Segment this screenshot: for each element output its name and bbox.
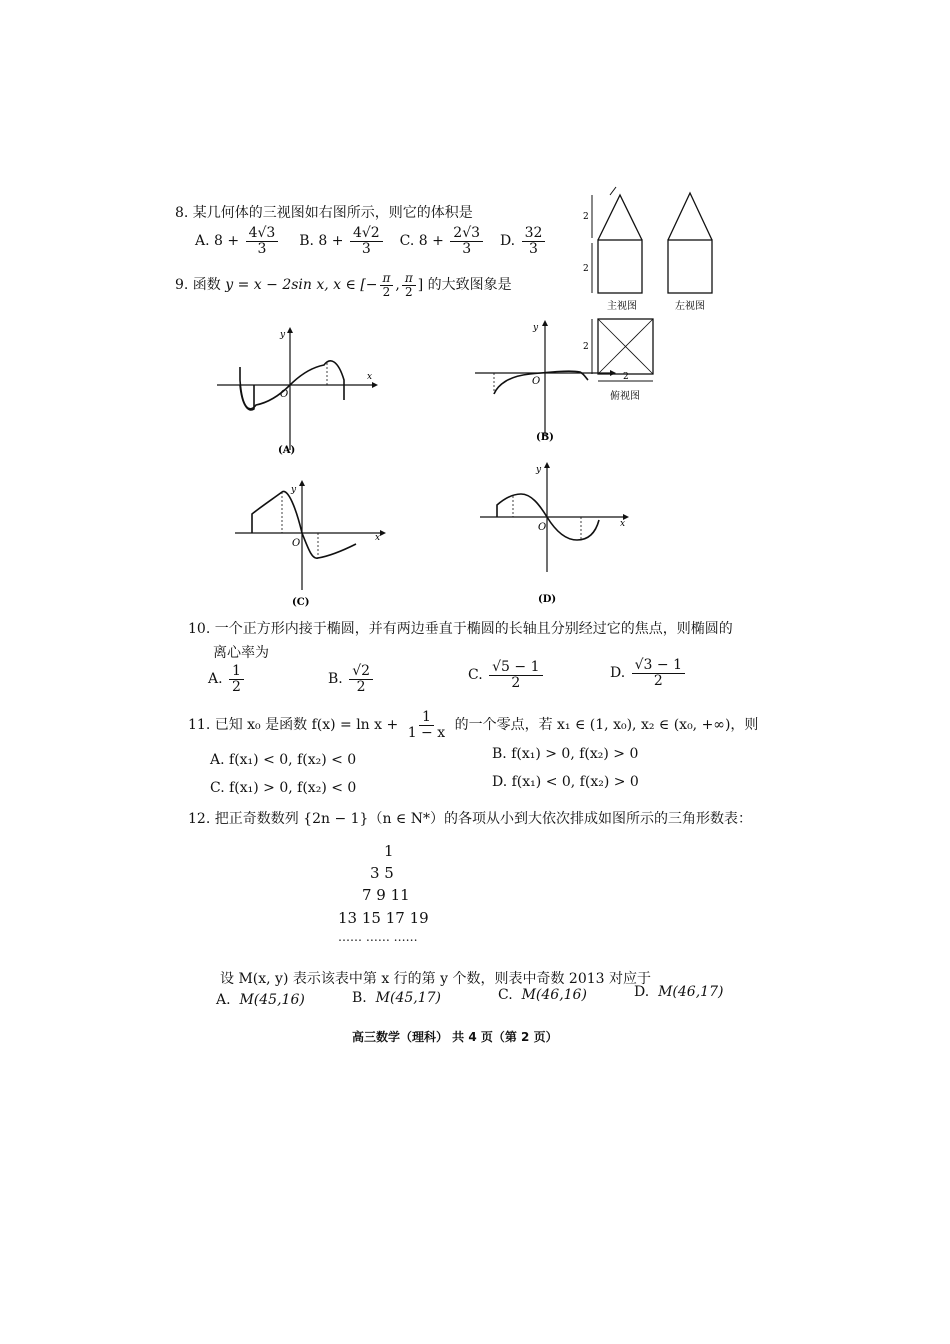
dim-top-side: 2 [583, 342, 589, 352]
graph-c[interactable] [230, 478, 390, 613]
y-axis-arrow-icon [299, 480, 305, 486]
side-view [668, 193, 712, 293]
side-view-label: 左视图 [675, 301, 705, 312]
q10-option-b[interactable]: B. $\frac{√2}{2}$ [328, 664, 375, 694]
q12-option-b[interactable]: B. M(45,17) [352, 990, 441, 1006]
axis-x-label: x [620, 519, 626, 529]
axis-y-label: y [536, 465, 542, 475]
triangle-row-2: 3 5 [370, 864, 394, 882]
origin-label: O [532, 376, 541, 387]
q8-option-d[interactable]: D. $\frac{32}{3}$ [500, 233, 547, 249]
triangle-row-1: 1 [384, 842, 394, 860]
curve-c [252, 491, 356, 558]
page-footer: 高三数学（理科） 共 4 页（第 2 页） [352, 1030, 558, 1044]
triangle-row-3: 7 9 11 [362, 886, 410, 904]
q10-stem-line2: 离心率为 [213, 645, 269, 661]
top-view-label: 俯视图 [610, 391, 640, 402]
origin-label: O [292, 538, 301, 549]
axis-x-label: x [375, 533, 381, 543]
q10-option-c[interactable]: C. $\frac{√5 - 1}{2}$ [468, 660, 545, 690]
q10-option-d[interactable]: D. $\frac{√3 - 1}{2}$ [610, 658, 687, 688]
triangle-row-ellipsis: …… …… …… [338, 930, 418, 944]
dim-wall: 2 [583, 264, 589, 274]
q12-stem: 12. 把正奇数数列 {2n − 1}（n ∈ N*）的各项从小到大依次排成如图所示的三角形数表： [188, 811, 752, 827]
q11-stem: 11. 已知 x₀ 是函数 f(x) = ln x + $\frac{1}{1 - x}$ 的一个零点，若 x₁ ∈ (1, x₀), x₂ ∈ (x₀, +∞)，则 [188, 709, 759, 741]
graph-b-label: (B) [536, 432, 554, 443]
q12-option-a[interactable]: A. M(45,16) [216, 992, 305, 1008]
front-view [598, 195, 642, 293]
q9-stem: 9. 函数 y = x − 2sin x, x ∈ [− $\frac{\pi}{2}$ , $\frac{\pi}{2}$ ] 的大致图象是 [175, 271, 512, 299]
q10-option-a[interactable]: A. $\frac{1}{2}$ [208, 664, 246, 694]
graph-c-label: (C) [292, 597, 310, 608]
y-axis-arrow-icon [542, 320, 548, 326]
x-axis-arrow-icon [610, 370, 616, 376]
x-axis-arrow-icon [372, 382, 378, 388]
graph-a[interactable] [212, 325, 382, 460]
q8-option-c[interactable]: C. 8 + $\frac{2√3}{3}$ [400, 233, 490, 249]
q11-option-d[interactable]: D. f(x₁) < 0, f(x₂) > 0 [492, 774, 639, 790]
graph-a-label: (A) [278, 445, 296, 456]
q8-options [195, 226, 547, 256]
y-axis-arrow-icon [287, 327, 293, 333]
front-view-label: 主视图 [607, 301, 637, 312]
q12-option-d[interactable]: D. M(46,17) [634, 984, 724, 1000]
axis-y-label: y [280, 330, 286, 340]
q11-option-a[interactable]: A. f(x₁) < 0, f(x₂) < 0 [210, 752, 357, 768]
q8-option-a[interactable]: A. 8 + $\frac{4√3}{3}$ [195, 233, 285, 249]
q11-option-c[interactable]: C. f(x₁) > 0, f(x₂) < 0 [210, 780, 357, 796]
q8-stem: 8. 某几何体的三视图如右图所示，则它的体积是 [175, 205, 473, 221]
origin-label: O [538, 522, 547, 533]
axis-x-label: x [367, 372, 373, 382]
graph-d-label: (D) [538, 594, 557, 605]
q12-description: 设 M(x, y) 表示该表中第 x 行的第 y 个数，则表中奇数 2013 对应于 [220, 971, 651, 987]
axis-y-label: y [533, 323, 539, 333]
curve-b [494, 371, 588, 394]
graph-b[interactable] [470, 318, 620, 448]
axis-y-label: y [291, 485, 297, 495]
x-axis-arrow-icon [380, 530, 386, 536]
graph-d[interactable] [475, 460, 635, 605]
triangle-row-4: 13 15 17 19 [338, 909, 429, 927]
q8-option-b[interactable]: B. 8 + $\frac{4√2}{3}$ [299, 233, 389, 249]
origin-label: O [280, 389, 289, 400]
dim-top-bottom: 2 [623, 372, 629, 382]
q10-stem-line1: 10. 一个正方形内接于椭圆，并有两边垂直于椭圆的长轴且分别经过它的焦点，则椭圆的 [188, 621, 733, 637]
y-axis-arrow-icon [544, 462, 550, 468]
q12-option-c[interactable]: C. M(46,16) [498, 987, 587, 1003]
dim-roof: 2 [583, 212, 589, 222]
q11-option-b[interactable]: B. f(x₁) > 0, f(x₂) > 0 [492, 746, 639, 762]
